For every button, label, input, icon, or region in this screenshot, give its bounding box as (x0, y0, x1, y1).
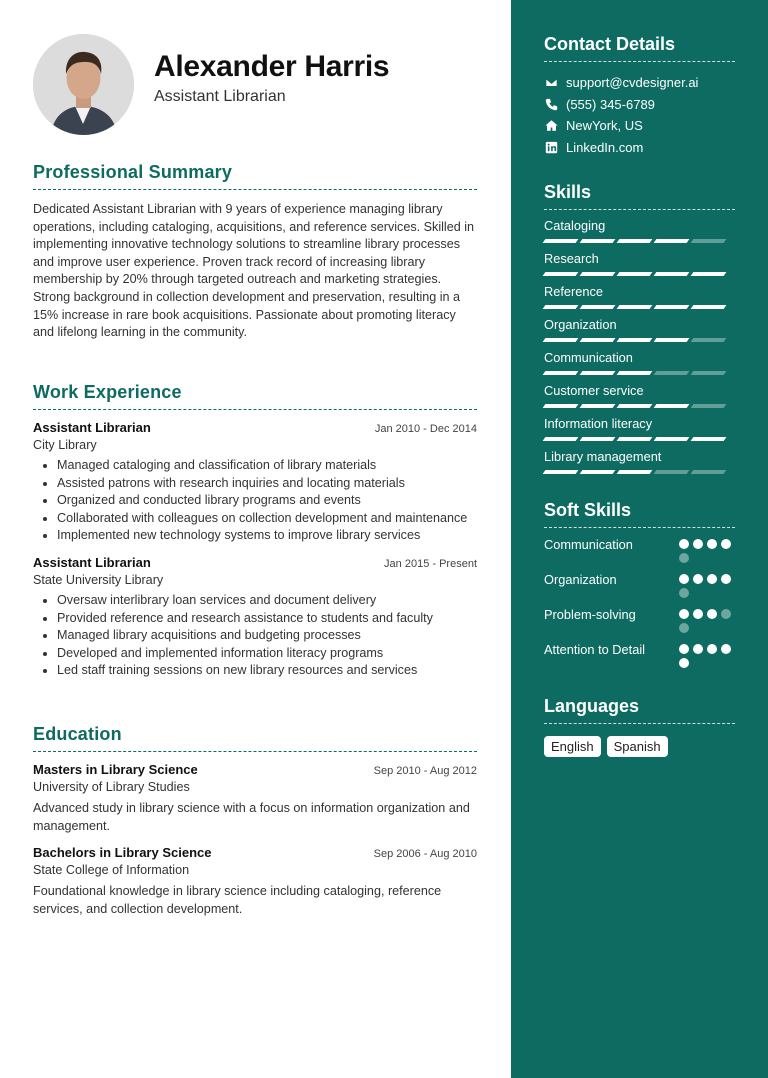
skill-level-segment (691, 338, 727, 342)
education-heading: Education (33, 724, 477, 752)
skill-name: Customer service (544, 383, 644, 398)
job-bullet: • Managed library acquisitions and budgeting processes (57, 627, 477, 645)
skill-level-segment (617, 239, 653, 243)
home-icon (544, 119, 558, 133)
skill-level-segment (691, 437, 727, 441)
skill-level-segment (654, 305, 690, 309)
skill-level-segment (691, 404, 727, 408)
contact-email[interactable] (544, 72, 735, 94)
skill-level-segment (580, 272, 616, 276)
skills-list (544, 218, 735, 474)
skill-level-bar (544, 404, 735, 408)
skill-level-segment (543, 338, 579, 342)
education-entry (33, 762, 477, 835)
rating-dot (679, 623, 689, 633)
skill-level-segment (580, 338, 616, 342)
skill-level-segment (691, 272, 727, 276)
skill-level-segment (543, 437, 579, 441)
job-bullets (33, 592, 477, 680)
job-dates: Jan 2015 - Present (384, 557, 477, 570)
job-bullet: • Developed and implemented information literacy programs (57, 645, 477, 663)
job-org: City Library (33, 438, 97, 452)
skill-level-segment (617, 437, 653, 441)
summary-text: Dedicated Assistant Librarian with 9 years of experience managing library operations, including cataloging, acquisitions, and reference services. Skilled in implementing innovative technology solutions to streamline library processes and improve user experience. Proven track record of increasing library membership by 20% through targeted outreach and marketing strategies. Strong background in collection development and preservation, resulting in a 15% increase in rare book acquisitions. Passionate about promoting literacy and lifelong learning in the community. (33, 202, 475, 340)
skill-level-segment (691, 371, 727, 375)
contact-location-text: NewYork, US (566, 118, 643, 134)
language-badge: English (544, 736, 601, 757)
job-entry (33, 555, 477, 680)
job-bullet: • Oversaw interlibrary loan services and document delivery (57, 592, 477, 610)
contact-section (544, 34, 735, 158)
avatar-photo (33, 34, 134, 135)
skill-item (544, 416, 735, 441)
sidebar (511, 0, 768, 1078)
soft-skill-item (544, 606, 735, 633)
degree-title: Bachelors in Library Science (33, 845, 212, 861)
candidate-title: Assistant Librarian (154, 88, 286, 105)
rating-dot (693, 539, 703, 549)
phone-icon (544, 97, 558, 111)
job-org: State University Library (33, 572, 164, 587)
contact-phone[interactable] (544, 94, 735, 116)
rating-dot (707, 644, 717, 654)
rating-dot (693, 609, 703, 619)
skill-level-segment (543, 404, 579, 408)
degree-title: Masters in Library Science (33, 762, 198, 777)
skill-level-segment (691, 239, 727, 243)
rating-dot (707, 574, 717, 584)
skill-level-segment (543, 305, 579, 309)
skill-level-segment (691, 470, 727, 474)
skill-level-segment (543, 470, 579, 474)
rating-dot (679, 553, 689, 563)
job-bullet: • Provided reference and research assistance to students and faculty (57, 610, 477, 628)
skill-item (544, 251, 735, 276)
soft-skill-item (544, 571, 735, 598)
summary-heading: Professional Summary (33, 162, 477, 190)
skill-level-segment (617, 404, 653, 408)
education-section (33, 724, 477, 918)
education-dates: Sep 2006 - Aug 2010 (373, 848, 477, 861)
experience-section (33, 382, 477, 680)
skill-level-segment (617, 272, 653, 276)
skill-level-segment (543, 371, 579, 375)
skill-level-segment (654, 272, 690, 276)
skill-name: Organization (544, 317, 617, 332)
skill-item (544, 284, 735, 309)
rating-dot (679, 588, 689, 598)
job-bullet: • Organized and conducted library programs and events (57, 492, 477, 510)
linkedin-icon (544, 140, 558, 154)
skill-item (544, 449, 735, 474)
skill-name: Communication (544, 350, 633, 365)
skill-name: Library management (544, 449, 662, 464)
job-bullet: • Collaborated with colleagues on collection development and maintenance (57, 510, 477, 528)
contact-email-text: support@cvdesigner.ai (566, 75, 699, 91)
resume-header (33, 34, 493, 134)
skill-name: Research (544, 251, 599, 266)
soft-skills-list (544, 536, 735, 668)
skill-level-bar (544, 371, 735, 375)
contact-location (544, 115, 735, 137)
rating-dot (721, 644, 731, 654)
job-bullet: • Assisted patrons with research inquiries and locating materials (57, 475, 477, 493)
rating-dot (721, 574, 731, 584)
skill-level-segment (580, 305, 616, 309)
language-list (544, 736, 735, 757)
rating-dot (679, 609, 689, 619)
education-description: Foundational knowledge in library science including cataloging, reference services, and collection development. (33, 884, 442, 916)
rating-dot (679, 658, 689, 668)
contact-heading: Contact Details (544, 34, 735, 62)
contact-linkedin-text: LinkedIn.com (566, 139, 644, 155)
skill-level-bar (544, 272, 735, 276)
rating-dot (679, 644, 689, 654)
experience-heading: Work Experience (33, 382, 477, 410)
soft-skill-rating (679, 644, 735, 668)
job-dates: Jan 2010 - Dec 2014 (374, 423, 477, 435)
skill-level-segment (654, 338, 690, 342)
soft-skill-name: Problem-solving (544, 607, 636, 622)
skill-level-bar (544, 470, 735, 474)
skill-level-segment (580, 404, 616, 408)
job-bullet: • Led staff training sessions on new library resources and services (57, 662, 477, 680)
skill-item (544, 218, 735, 243)
job-entry (33, 420, 477, 545)
school-name: State College of Information (33, 863, 190, 878)
skill-level-segment (654, 404, 690, 408)
soft-skill-item (544, 536, 735, 563)
skill-level-segment (617, 371, 653, 375)
school-name: University of Library Studies (33, 780, 190, 794)
skill-item (544, 317, 735, 342)
contact-phone-text: (555) 345-6789 (566, 96, 655, 112)
education-entry (33, 845, 477, 918)
soft-skill-item (544, 641, 735, 668)
job-title: Assistant Librarian (33, 420, 151, 435)
skill-item (544, 350, 735, 375)
job-bullet: • Managed cataloging and classification of library materials (57, 457, 477, 475)
skill-item (544, 383, 735, 408)
skill-level-bar (544, 239, 735, 243)
rating-dot (707, 609, 717, 619)
summary-section (33, 162, 477, 342)
soft-skill-rating (679, 609, 735, 633)
language-badge: Spanish (607, 736, 668, 757)
soft-skills-section (544, 500, 735, 668)
skill-level-segment (543, 239, 579, 243)
job-title: Assistant Librarian (33, 554, 151, 570)
skill-name: Reference (544, 284, 604, 299)
skill-level-bar (544, 338, 735, 342)
skills-section (544, 182, 735, 474)
skill-level-segment (580, 437, 616, 441)
soft-skill-name: Attention to Detail (544, 642, 646, 657)
skill-level-segment (580, 470, 616, 474)
rating-dot (693, 574, 703, 584)
languages-section (544, 696, 735, 757)
skill-level-segment (543, 272, 579, 276)
job-bullets (33, 457, 477, 545)
rating-dot (721, 609, 731, 619)
skill-level-segment (617, 470, 653, 474)
soft-skills-heading: Soft Skills (544, 500, 735, 528)
skill-level-segment (580, 239, 616, 243)
languages-heading: Languages (544, 696, 735, 724)
envelope-icon (544, 76, 558, 90)
soft-skill-name: Communication (544, 537, 633, 552)
skill-level-bar (544, 305, 735, 309)
soft-skill-rating (679, 539, 735, 563)
skill-level-segment (617, 338, 653, 342)
skill-level-segment (617, 305, 653, 309)
rating-dot (693, 644, 703, 654)
skill-level-segment (691, 305, 727, 309)
contact-linkedin[interactable] (544, 137, 735, 159)
skill-level-segment (654, 239, 690, 243)
skill-name: Cataloging (544, 218, 606, 233)
skill-level-segment (654, 371, 690, 375)
candidate-name: Alexander Harris (154, 50, 390, 83)
skill-name: Information literacy (544, 416, 653, 431)
skills-heading: Skills (544, 182, 735, 210)
soft-skill-name: Organization (544, 572, 617, 587)
soft-skill-rating (679, 574, 735, 598)
job-bullet: • Implemented new technology systems to improve library services (57, 527, 477, 545)
rating-dot (707, 539, 717, 549)
skill-level-segment (654, 470, 690, 474)
education-description: Advanced study in library science with a focus on information organization and management. (33, 801, 470, 833)
skill-level-bar (544, 437, 735, 441)
skill-level-segment (580, 371, 616, 375)
rating-dot (721, 539, 731, 549)
skill-level-segment (654, 437, 690, 441)
education-dates: Sep 2010 - Aug 2012 (373, 765, 477, 777)
rating-dot (679, 574, 689, 584)
avatar (33, 34, 134, 135)
rating-dot (679, 539, 689, 549)
